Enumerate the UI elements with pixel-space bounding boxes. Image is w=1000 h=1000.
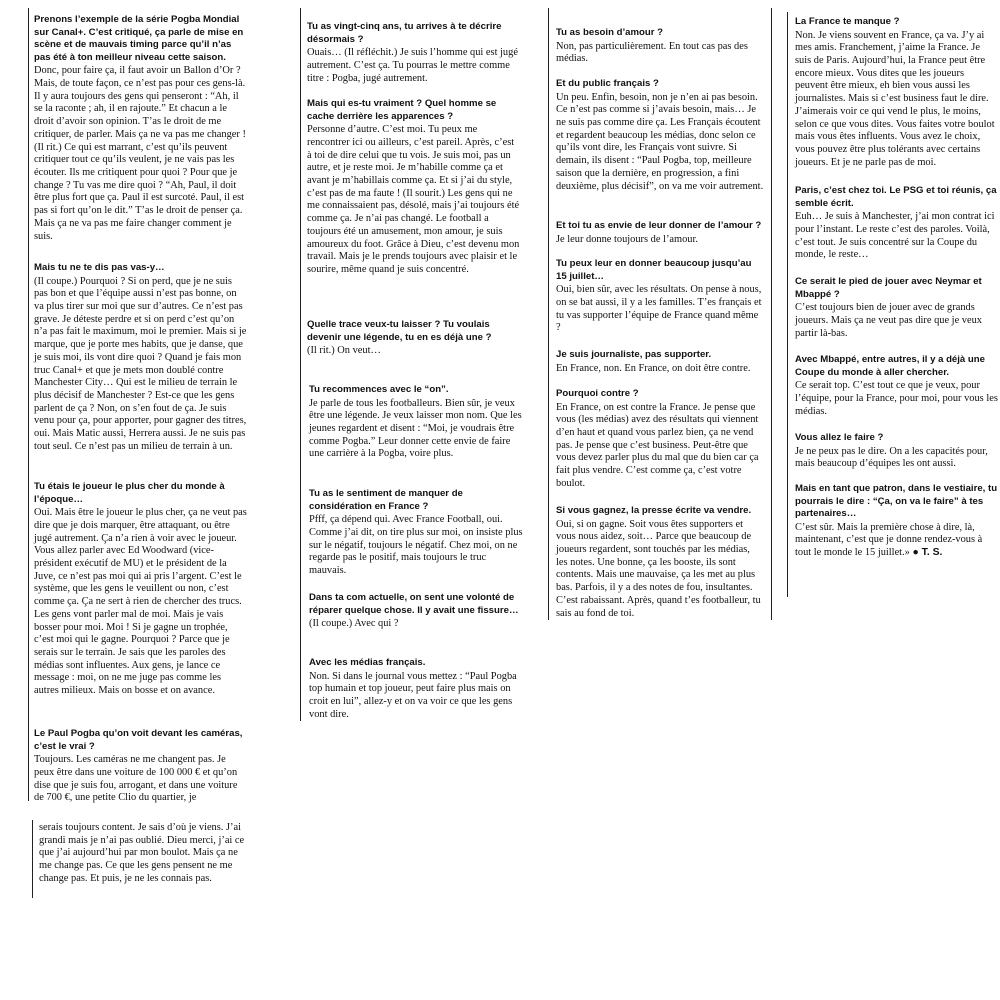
question: Si vous gagnez, la presse écrite va vendre.: [556, 505, 752, 516]
qa-block: [34, 262, 248, 453]
question: Tu as vingt-cinq ans, tu arrives à te décrire désormais ?: [307, 21, 502, 45]
qa-block: [795, 483, 998, 560]
answer: Oui, si on gagne. Soit vous êtes supporters et vous nous aidez, soit… Parce que beaucoup de joueurs regardent, sont touchés par les médias, les notes. Une bonne, ça les booste, ils sont contents. Mais une mauvaise, ça les met au plus bas. Parfois, il y a des notes de fou, insultantes. C’est rabaissant. Après, quand t’es footballeur, tu sais au fond de toi.: [556, 518, 761, 619]
question: Mais qui es-tu vraiment ? Quel homme se cache derrière les apparences ?: [307, 98, 497, 122]
question: Mais tu ne te dis pas vas-y…: [34, 262, 165, 273]
question: Tu recommences avec le “on”.: [309, 384, 449, 395]
question: Je suis journaliste, pas supporter.: [556, 349, 712, 360]
answer: Oui, bien sûr, avec les résultats. On pense à nous, on se bat aussi, il y a les familles. T’es français et tu vas supporter l’équipe de France quand même ?: [556, 284, 762, 334]
answer: Personne d’autre. C’est moi. Tu peux me rencontrer ici ou ailleurs, c’est pareil. Après, c’est à toi de dire celui que tu vois. Je suis moi, pas un autre, et je reste moi. Je m’habille comme ça et avant je m’habillais comme ça. Et si j’ai du style, c’est pas de ma faute ! (Il sourit.) Les gens qui ne me connaissaient pas, désolé, mais j’ai toujours été comme ça. Je n’ai pas changé. Le football a toujours été un amusement, mon amour, je suis amoureux du foot. Grâce à Dieu, c’est devenu mon travail. Mais je le prends toujours avec plaisir et le sourire, même quand je suis concentré.: [307, 124, 520, 275]
qa-block: [307, 21, 521, 85]
answer: En France, on est contre la France. Je pense que vous (les médias) avez des résultats qui viennent d’en haut et quand vous parlez bien, ça ne vend pas. Je pense que c’est business. Peut-être que vous devez parler plus du mal que du bien car ça fait plus vendre. C’est comme ça, c’est votre boulot.: [556, 401, 759, 489]
question: Avec les médias français.: [309, 657, 426, 668]
answer: Euh… Je suis à Manchester, j’ai mon contrat ici pour l’instant. Le reste c’est des paroles. Voilà, c’est tout. Je suis concentré sur la Coupe du monde, le reste…: [795, 211, 995, 261]
answer: Non. Si dans le journal vous mettez : “Paul Pogba top humain et top joueur, peut faire plus mais on croit en lui”, allez-y et on va voir ce que les gens vont dire.: [309, 670, 517, 720]
answer: serais toujours content. Je sais d’où je viens. J’ai grandi mais je n’ai pas oublié. Dieu merci, j’ai ce que j’ai aujourd’hui par mon boulot. Mais ça ne me change pas. Ce que les gens pensent ne me change pas. Et puis, je ne les connais pas.: [39, 822, 245, 884]
qa-block: [556, 505, 764, 620]
qa-block: [556, 27, 764, 66]
qa-block: [34, 728, 248, 805]
question: Avec Mbappé, entre autres, il y a déjà une Coupe du monde à aller chercher.: [795, 354, 985, 378]
answer: Ouais… (Il réfléchit.) Je suis l’homme qui est jugé autrement. C’est ça. Tu pourras le mettre comme titre : Pogba, jugé autrement.: [307, 47, 518, 84]
answer-text: C’est sûr. Mais la première chose à dire, là, maintenant, c’est que je donne rendez-vous à tout le monde le 15 juillet.»: [795, 521, 983, 559]
answer: Non, pas particulièrement. En tout cas pas des médias.: [556, 40, 748, 65]
qa-block: [307, 319, 521, 358]
question: Tu étais le joueur le plus cher du monde à l’époque…: [34, 481, 225, 505]
column-rule: [771, 8, 772, 620]
qa-block: [556, 388, 764, 491]
answer: Je parle de tous les footballeurs. Bien sûr, je veux être une légende. Je veux laisser mon nom. Que les jeunes regardent et disent : “Moi, je voudrais être comme Pogba.” Leur donner cette envie de faire une carrière à la Pogba, voire plus.: [309, 397, 522, 460]
question: Tu peux leur en donner beaucoup jusqu’au 15 juillet…: [556, 258, 752, 282]
qa-block: [556, 258, 764, 335]
column-rule: [548, 8, 549, 620]
qa-block: [34, 14, 248, 243]
qa-block: [39, 822, 253, 886]
question: Le Paul Pogba qu’on voit devant les caméras, c’est le vrai ?: [34, 728, 243, 752]
qa-block: [556, 78, 764, 193]
question: Et toi tu as envie de leur donner de l’amour ?: [556, 220, 762, 231]
answer: Oui. Mais être le joueur le plus cher, ça ne veut pas dire que je dois marquer, être attaquant, ou être jugé autrement. Ça n’a rien à voir avec le joueur. Vous allez parler avec Ed Woodward (vice-président exécutif de MU) et le président de la Juve, ce n’est pas moi qui ai pris l’argent. C’est le système, que les gens le veuillent ou non, c’est comme ça. Ça ne sert à rien de chercher des trucs. Les gens vont parler mal de moi. Mais je vais bosser pour moi. Moi ! Si je gagne un trophée, c’est moi qui le gagne. Pourquoi ? Parce que je serais sur le terrain. Je sais que les paroles des médias sont influentes. Aux gens, je lance ce message : moi, on ne me juge pas comme les autres milieux. Mais on bosse et on avance.: [34, 507, 247, 697]
question: Tu as besoin d’amour ?: [556, 27, 663, 38]
question: Pourquoi contre ?: [556, 388, 639, 399]
question: Quelle trace veux-tu laisser ? Tu voulais devenir une légende, tu en es déjà une ?: [307, 319, 492, 343]
answer: C’est toujours bien de jouer avec de grands joueurs. Mais ça ne veut pas dire que je veux partir là-bas.: [795, 302, 982, 339]
answer: Un peu. Enfin, besoin, non je n’en ai pas besoin. Ce n’est pas comme si j’avais besoin, mais… Je ne suis pas comme dire ça. Les Français écoutent et regardent beaucoup les médias, donc selon ce qu’ils vont dire, les Français vont suivre. Si demain, ils disent : “Paul Pogba, top, meilleure saison que la dernière, en progression, a fini deuxième, plus décisif”, on va me voir autrement.: [556, 91, 764, 192]
question: Prenons l’exemple de la série Pogba Mondial sur Canal+. C’est critiqué, ça parle de mise en scène et de mauvais timing parce qu’il n’as pas été à ton meilleur niveau cette saison.: [34, 14, 244, 63]
qa-block: [307, 98, 521, 277]
qa-block: [795, 354, 998, 418]
answer: Je ne peux pas le dire. On a les capacités pour, mais beaucoup d’équipes les ont aussi.: [795, 445, 988, 470]
answer: (Il coupe.) Avec qui ?: [309, 618, 399, 630]
qa-block: [795, 432, 998, 471]
question: Mais en tant que patron, dans le vestiaire, tu pourrais le dire : “Ça, on va le faire” à tes partenaires…: [795, 483, 998, 520]
qa-block: [309, 384, 523, 461]
answer: En France, non. En France, on doit être contre.: [556, 362, 751, 374]
column-rule: [32, 820, 33, 898]
qa-block: [309, 592, 523, 631]
qa-block: [795, 16, 998, 169]
column-rule: [787, 12, 788, 597]
answer: Je leur donne toujours de l’amour.: [556, 233, 698, 245]
answer: Toujours. Les caméras ne me changent pas. Je peux être dans une voiture de 100 000 € et qu’on dise que je suis fou, arrogant, et dans une voiture de 700 €, une petite Clio du quartier, je: [34, 754, 238, 804]
qa-block: [795, 276, 998, 340]
column-rule: [28, 8, 29, 801]
question: La France te manque ?: [795, 16, 900, 27]
qa-block: [309, 657, 523, 721]
qa-block: [309, 488, 523, 578]
qa-block: [795, 185, 998, 262]
question: Paris, c’est chez toi. Le PSG et toi réunis, ça semble écrit.: [795, 185, 997, 209]
question: Dans ta com actuelle, on sent une volonté de réparer quelque chose. Il y avait une fissure…: [309, 592, 519, 616]
qa-block: [556, 220, 764, 246]
question: Vous allez le faire ?: [795, 432, 884, 443]
answer: Ce serait top. C’est tout ce que je veux, pour l’équipe, pour la France, pour moi, pour vous les médias.: [795, 380, 998, 417]
question: Tu as le sentiment de manquer de considération en France ?: [309, 488, 463, 512]
qa-block: [34, 481, 248, 698]
question: Ce serait le pied de jouer avec Neymar et Mbappé ?: [795, 276, 982, 300]
column-rule: [300, 8, 301, 721]
answer: (Il coupe.) Pourquoi ? Si on perd, que je ne suis pas bon et que l’équipe aussi n’est pas bonne, on va plus tirer sur moi que sur d’autres. Ce n’est pas grave. Je déteste perdre et si on perd c’est qu’on n’a pas fait le maximum, moi le premier. Mais si je marque, que je porte mes habits, que je danse, que je suis moi, ils vont dire quoi ? Quand je fais mon truc Canal+ et que je mets mon doublé contre Manchester City… Qui est le milieu de terrain le plus décisif de Manchester ? Est-ce que les gens parlent de ça ? Non, on s’en fout de ça. Je suis venu pour ça, pour apporter, pour gagner des titres, oui. Mais Matic aussi, Herrera aussi. Je ne suis pas tout seul. Ce n’est pas un milieu de terrain à un.: [34, 275, 247, 452]
author-signature: ● T. S.: [912, 547, 943, 559]
question: Et du public français ?: [556, 78, 659, 89]
answer: Pfff, ça dépend qui. Avec France Football, oui. Comme j’ai dit, on tire plus sur moi, on insiste plus sur le négatif, toujours le négatif. Chez moi, on ne regarde pas le positif, mais toujours le truc mauvais.: [309, 514, 523, 576]
answer: Non. Je viens souvent en France, ça va. J’y ai mes amis. Franchement, j’aime la France. Je suis de Paris. Aujourd’hui, la France peut être encore mieux. Vous dites que les joueurs peuvent être mieux, eh bien vous aussi les journalistes. Mais si c’est business faut le dire. J’aimerais voir ce qui vend le plus, le moins, selon ce que vous dites. Vous faites votre boulot mais vous êtes influents. Vous avez le choix, vous pouvez être plus tolérants avec certains joueurs. Et je ne parle pas de moi.: [795, 29, 995, 168]
qa-block: [556, 349, 764, 375]
answer: (Il rit.) On veut…: [307, 345, 381, 357]
answer: Donc, pour faire ça, il faut avoir un Ballon d’Or ? Mais, de toute façon, ce n’est pas pour ces gens-là. Il y aura toujours des gens qui penseront : “Ah, il se la raconte ; ah, il en rajoute.” Et chacun a le droit d’avoir son opinion. T’as le droit de me critiquer, de parler. Mais ça ne va pas me changer ! (Il rit.) Ce qui est marrant, c’est qu’ils peuvent critiquer tout ce qu’ils veulent, je ne vais pas les écouter. Ils me critiquent pour quoi ? Pour que je change ? Tu vas me dire quoi ? “Ah, Paul, il doit être plus fort que ça. Paul il est surcoté. Paul, il est pas si fort qu’on le dit.” T’as le droit de penser ça. Mais ça ne va pas me faire changer comment je suis.: [34, 65, 246, 242]
answer: [795, 522, 998, 560]
